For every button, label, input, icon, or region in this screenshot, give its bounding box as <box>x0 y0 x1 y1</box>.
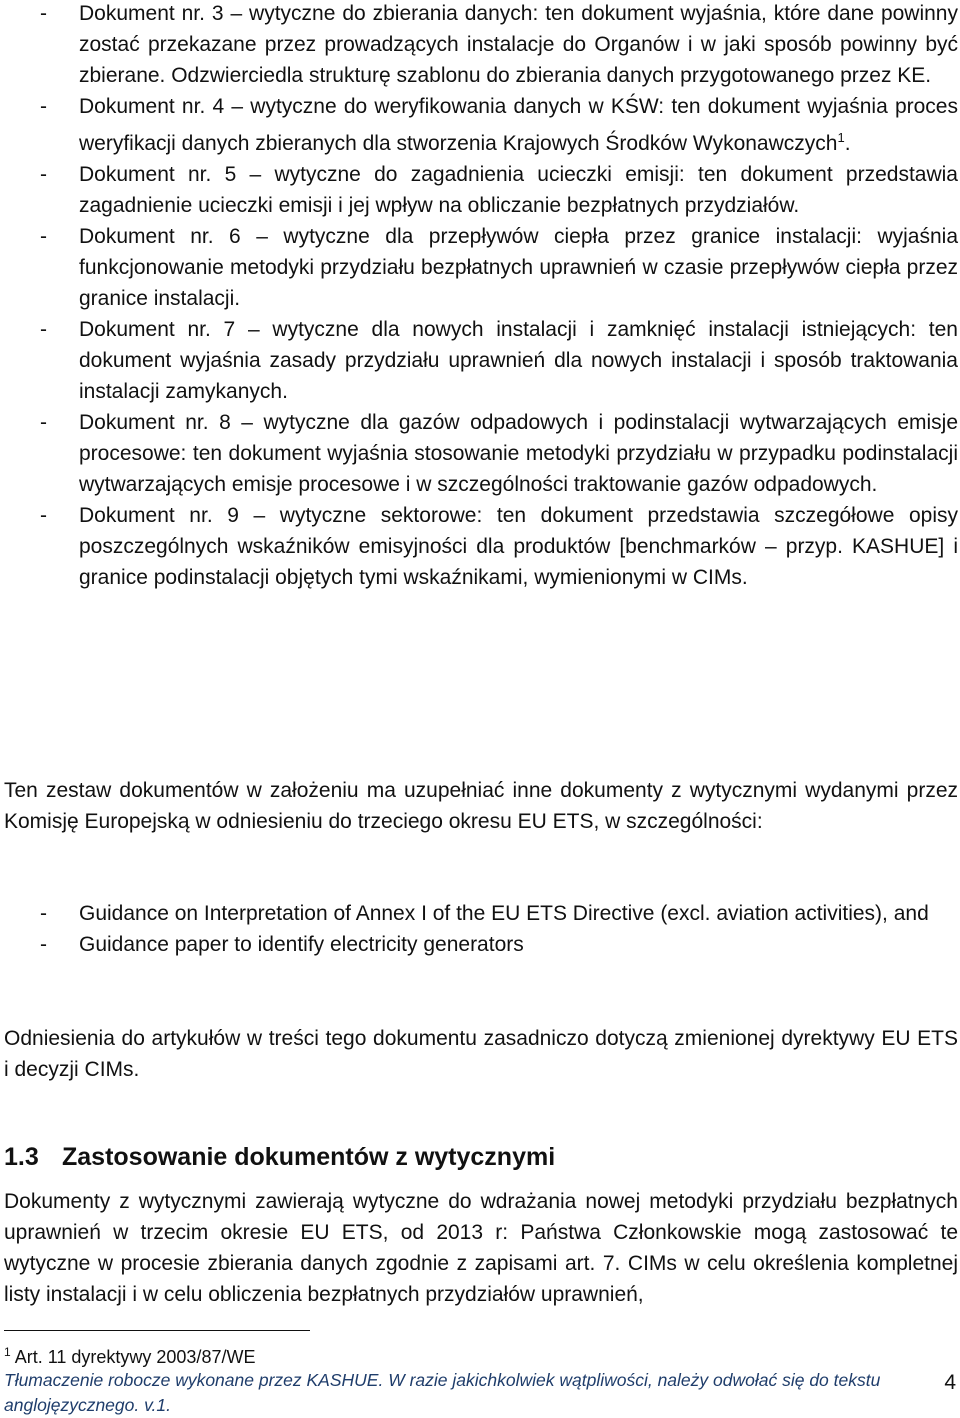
footnote-mark: 1 <box>4 1345 11 1359</box>
page-number: 4 <box>944 1371 956 1394</box>
list-item-text: Dokument nr. 8 – wytyczne dla gazów odpadowych i podinstalacji wytwarzających emisje procesowe: ten dokument wyjaśnia stosowanie metodyki przydziału w przypadku podinstalacji wytwarzających emisje procesowe i w szczególności traktowanie gazów odpadowych. <box>79 411 958 496</box>
list-item <box>0 221 958 314</box>
list-dash: - <box>40 902 47 925</box>
list-dash: - <box>40 95 47 118</box>
list-item <box>0 500 958 593</box>
footnote-text: Art. 11 dyrektywy 2003/87/WE <box>14 1347 256 1367</box>
list-dash: - <box>40 318 47 341</box>
list-item-text: Guidance paper to identify electricity generators <box>79 933 524 956</box>
list-item-text: Dokument nr. 3 – wytyczne do zbierania danych: ten dokument wyjaśnia, które dane powinny zostać przekazane przez prowadzących instalacje do Organów i w jaki sposób powinny być zbierane. Odzwierciedla strukturę szablonu do zbierania danych przygotowanego przez KE. <box>79 2 958 87</box>
list-item <box>0 407 958 500</box>
list-item <box>0 159 958 221</box>
paragraph-references: Odniesienia do artykułów w treści tego dokumentu zasadniczo dotyczą zmienionej dyrektywy EU ETS i decyzji CIMs. <box>4 1027 958 1081</box>
list-item-text: Dokument nr. 6 – wytyczne dla przepływów ciepła przez granice instalacji: wyjaśnia funkcjonowanie metodyki przydziału bezpłatnych uprawnień w czasie przepływów ciepła przez granice instalacji. <box>79 225 958 310</box>
list-dash: - <box>40 933 47 956</box>
footnote-separator <box>4 1330 310 1331</box>
list-item-text: Dokument nr. 7 – wytyczne dla nowych instalacji i zamknięć instalacji istniejących: ten dokument wyjaśnia zasady przydziału uprawnień dla nowych instalacji i sposób traktowania instalacji zamykanych. <box>79 318 958 403</box>
list-dash: - <box>40 504 47 527</box>
list-dash: - <box>40 2 47 25</box>
list-item-text: Dokument nr. 9 – wytyczne sektorowe: ten dokument przedstawia szczegółowe opisy poszczególnych wskaźników emisyjności dla produktów [benchmarków – przyp. KASHUE] i granice podinstalacji objętych tymi wskaźnikami, wymienionymi w CIMs. <box>79 504 958 589</box>
list-item-text: Guidance on Interpretation of Annex I of the EU ETS Directive (excl. aviation activities), and <box>79 902 929 925</box>
section-title: Zastosowanie dokumentów z wytycznymi <box>62 1143 556 1171</box>
list-item-text: Dokument nr. 5 – wytyczne do zagadnienia ucieczki emisji: ten dokument przedstawia zagadnienie ucieczki emisji i jej wpływ na obliczanie bezpłatnych przydziałów. <box>79 163 958 217</box>
page-footer: Tłumaczenie robocze wykonane przez KASHUE. W razie jakichkolwiek wątpliwości, należy odwołać się do tekstu anglojęzycznego. v.1. <box>4 1370 881 1415</box>
paragraph-intro: Ten zestaw dokumentów w założeniu ma uzupełniać inne dokumenty z wytycznymi wydanymi przez Komisję Europejską w odniesieniu do trzeciego okresu EU ETS, w szczególności: <box>4 779 958 833</box>
footnote-ref: 1 <box>837 130 845 145</box>
list-item <box>0 91 958 159</box>
list-item <box>0 0 958 91</box>
list-dash: - <box>40 411 47 434</box>
list-dash: - <box>40 163 47 186</box>
list-item <box>0 898 958 929</box>
guidance-list <box>0 898 958 960</box>
list-dash: - <box>40 225 47 248</box>
document-list <box>0 0 958 593</box>
section-heading <box>4 1143 555 1172</box>
footnote <box>4 1340 255 1369</box>
list-item-text: Dokument nr. 4 – wytyczne do weryfikowania danych w KŚW: ten dokument wyjaśnia proces weryfikacji danych zbieranych dla stworzenia Krajowych Środków Wykonawczych <box>79 95 958 155</box>
paragraph-application: Dokumenty z wytycznymi zawierają wytyczne do wdrażania nowej metodyki przydziału bezpłatnych uprawnień w trzecim okresie EU ETS, od 2013 r: Państwa Członkowskie mogą zastosować te wytyczne w procesie zbierania danych zgodnie z zapisami art. 7. CIMs w celu określenia kompletnej listy instalacji i w celu obliczenia bezpłatnych przydziałów uprawnień, <box>4 1190 958 1306</box>
list-item-end: . <box>844 132 851 155</box>
section-number: 1.3 <box>4 1143 39 1171</box>
list-item <box>0 929 958 960</box>
list-item <box>0 314 958 407</box>
